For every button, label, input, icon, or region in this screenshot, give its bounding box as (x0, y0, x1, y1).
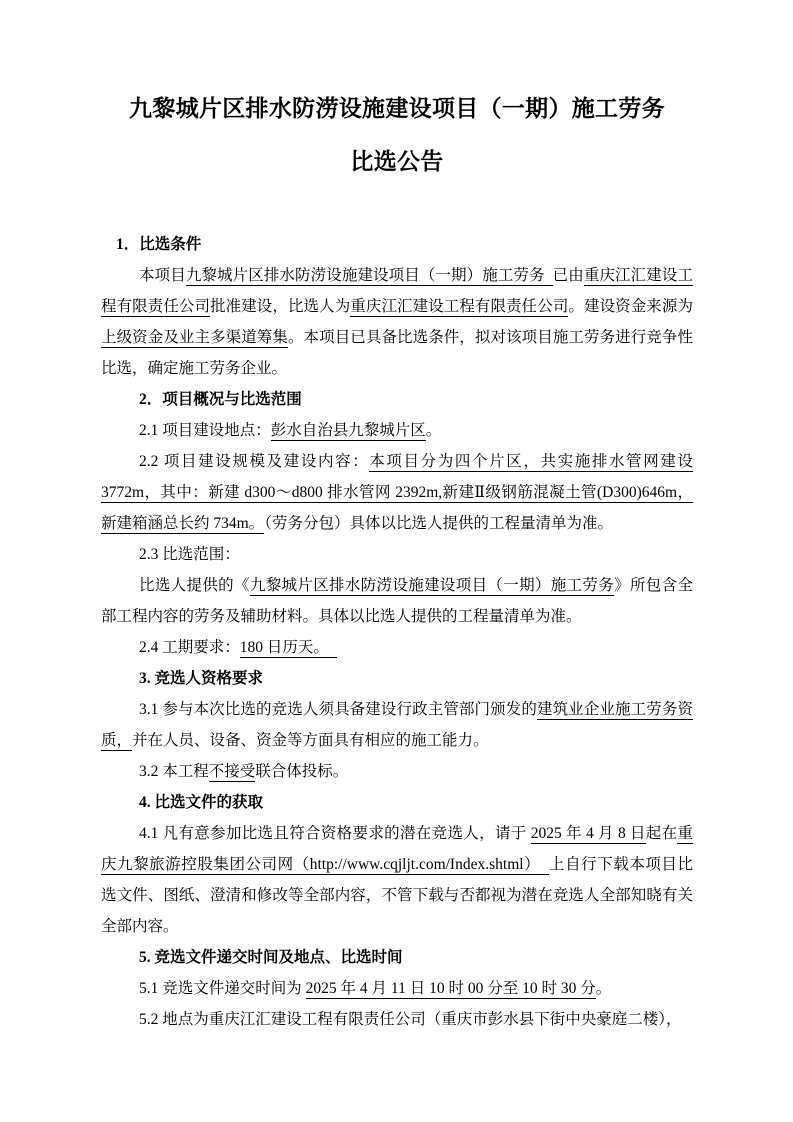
text-run: 2.2 项目建设规模及建设内容： (139, 453, 370, 470)
text-run: 4. 比选文件的获取 (139, 794, 264, 811)
text-run: 已由 (552, 267, 584, 284)
text-run: 。 (595, 980, 612, 997)
para-4-1 (101, 818, 693, 942)
text-run: 比选人提供的《 (139, 577, 250, 594)
para-2-1-location (101, 415, 693, 446)
para-2-2-scale (101, 446, 693, 539)
text-run: （劳务分包）具体以比选人提供的工程量清单为准。 (264, 515, 613, 532)
underlined-text-run: 2025 年 4 月 11 日 10 时 00 分至 10 时 30 分 (305, 980, 596, 997)
text-run: 2.4 工期要求： (139, 639, 240, 656)
document-title (101, 82, 693, 188)
text-run: 。 (425, 422, 442, 439)
para-2-4-duration (101, 632, 693, 663)
text-run: 》所包含全部工程内容的劳务及辅助材料。具体以比选人提供的工程量清单为准。 (101, 577, 693, 625)
text-run: 本项目 (139, 267, 186, 284)
para-5-2 (101, 1004, 693, 1035)
text-run: 2．项目概况与比选范围 (139, 391, 302, 408)
text-run: 上自行下载本项目比选文件、图纸、澄清和修改等全部内容，不管下载与否都视为潜在竞选人全部知晓有关全部内容。 (101, 856, 693, 935)
document-title-line-2: 比选公告 (350, 149, 444, 174)
text-run: 3.2 本工程 (139, 763, 209, 780)
text-run: 3. 竞选人资格要求 (139, 670, 264, 687)
para-2-3-scope-content (101, 570, 693, 632)
para-3-2 (101, 756, 693, 787)
document-url: 重庆九黎旅游控股集团公司网（http://www.cqjljt.com/Index.shtml） (101, 825, 693, 873)
text-run: 。建设资金来源为 (568, 298, 693, 315)
para-3-1 (101, 694, 693, 756)
heading-5-submission (101, 942, 693, 973)
underlined-text-run: 不接受 (208, 763, 256, 780)
text-run: 5.1 竞选文件递交时间为 (139, 980, 306, 997)
underlined-text-run: 重庆江汇建设工程有限责任公司 (101, 267, 693, 315)
text-run: 批准建设，比选人为 (210, 298, 351, 315)
para-1-1 (101, 260, 693, 384)
underlined-text-run: 彭水自治县九黎城片区 (270, 422, 426, 439)
text-run: 。本项目已具备比选条件，拟对该项目施工劳务进行竞争性比选，确定施工劳务企业。 (101, 329, 693, 377)
underlined-text-run: 九黎城片区排水防涝设施建设项目（一期）施工劳务 (249, 577, 615, 594)
underlined-text-run: 180 日历天。 (239, 639, 337, 656)
text-run: 2.1 项目建设地点： (139, 422, 271, 439)
underlined-text-run: 2025 年 4 月 8 日 (530, 825, 646, 842)
text-run: 5.2 地点为重庆江汇建设工程有限责任公司（重庆市彭水县下街中央豪庭二楼）， (139, 1011, 682, 1028)
heading-3-qualifications (101, 663, 693, 694)
text-run: 联合体投标。 (255, 763, 349, 780)
underlined-text-run: 建筑业企业施工劳务资质， (101, 701, 693, 749)
underlined-text-run: 上级资金及业主多渠道筹集 (101, 329, 288, 346)
text-run: 3.1 参与本次比选的竞选人须具备建设行政主管部门颁发的 (139, 701, 537, 718)
underlined-text-run: 九黎城片区排水防涝设施建设项目（一期）施工劳务 (185, 267, 553, 284)
underlined-text-run: 本项目分为四个片区，共实施排水管网建设 3772m，其中：新建 d300～d800 排水管网 2392m,新建Ⅱ级钢筋混凝土管(D300)646m，新建箱涵总长约 734m。 (101, 453, 693, 532)
underlined-text-run: 重庆江汇建设工程有限责任公司 (350, 298, 569, 315)
text-run: 2.3 比选范围： (139, 546, 240, 563)
text-run: 起在 (645, 825, 678, 842)
para-2-3-scope-label (101, 539, 693, 570)
text-run: 并在人员、设备、资金等方面具有相应的施工能力。 (132, 732, 489, 749)
heading-1-bixuan-conditions (101, 229, 693, 260)
document-body (101, 229, 693, 1035)
text-run: 1．比选条件 (116, 236, 202, 253)
heading-4-document-access (101, 787, 693, 818)
text-run: 4.1 凡有意参加比选且符合资格要求的潜在竞选人，请于 (139, 825, 531, 842)
para-5-1 (101, 973, 693, 1004)
document-content (101, 82, 693, 1035)
heading-2-overview (101, 384, 693, 415)
text-run: 5. 竞选文件递交时间及地点、比选时间 (139, 949, 403, 966)
document-title-line-1: 九黎城片区排水防涝设施建设项目（一期）施工劳务 (129, 96, 665, 121)
